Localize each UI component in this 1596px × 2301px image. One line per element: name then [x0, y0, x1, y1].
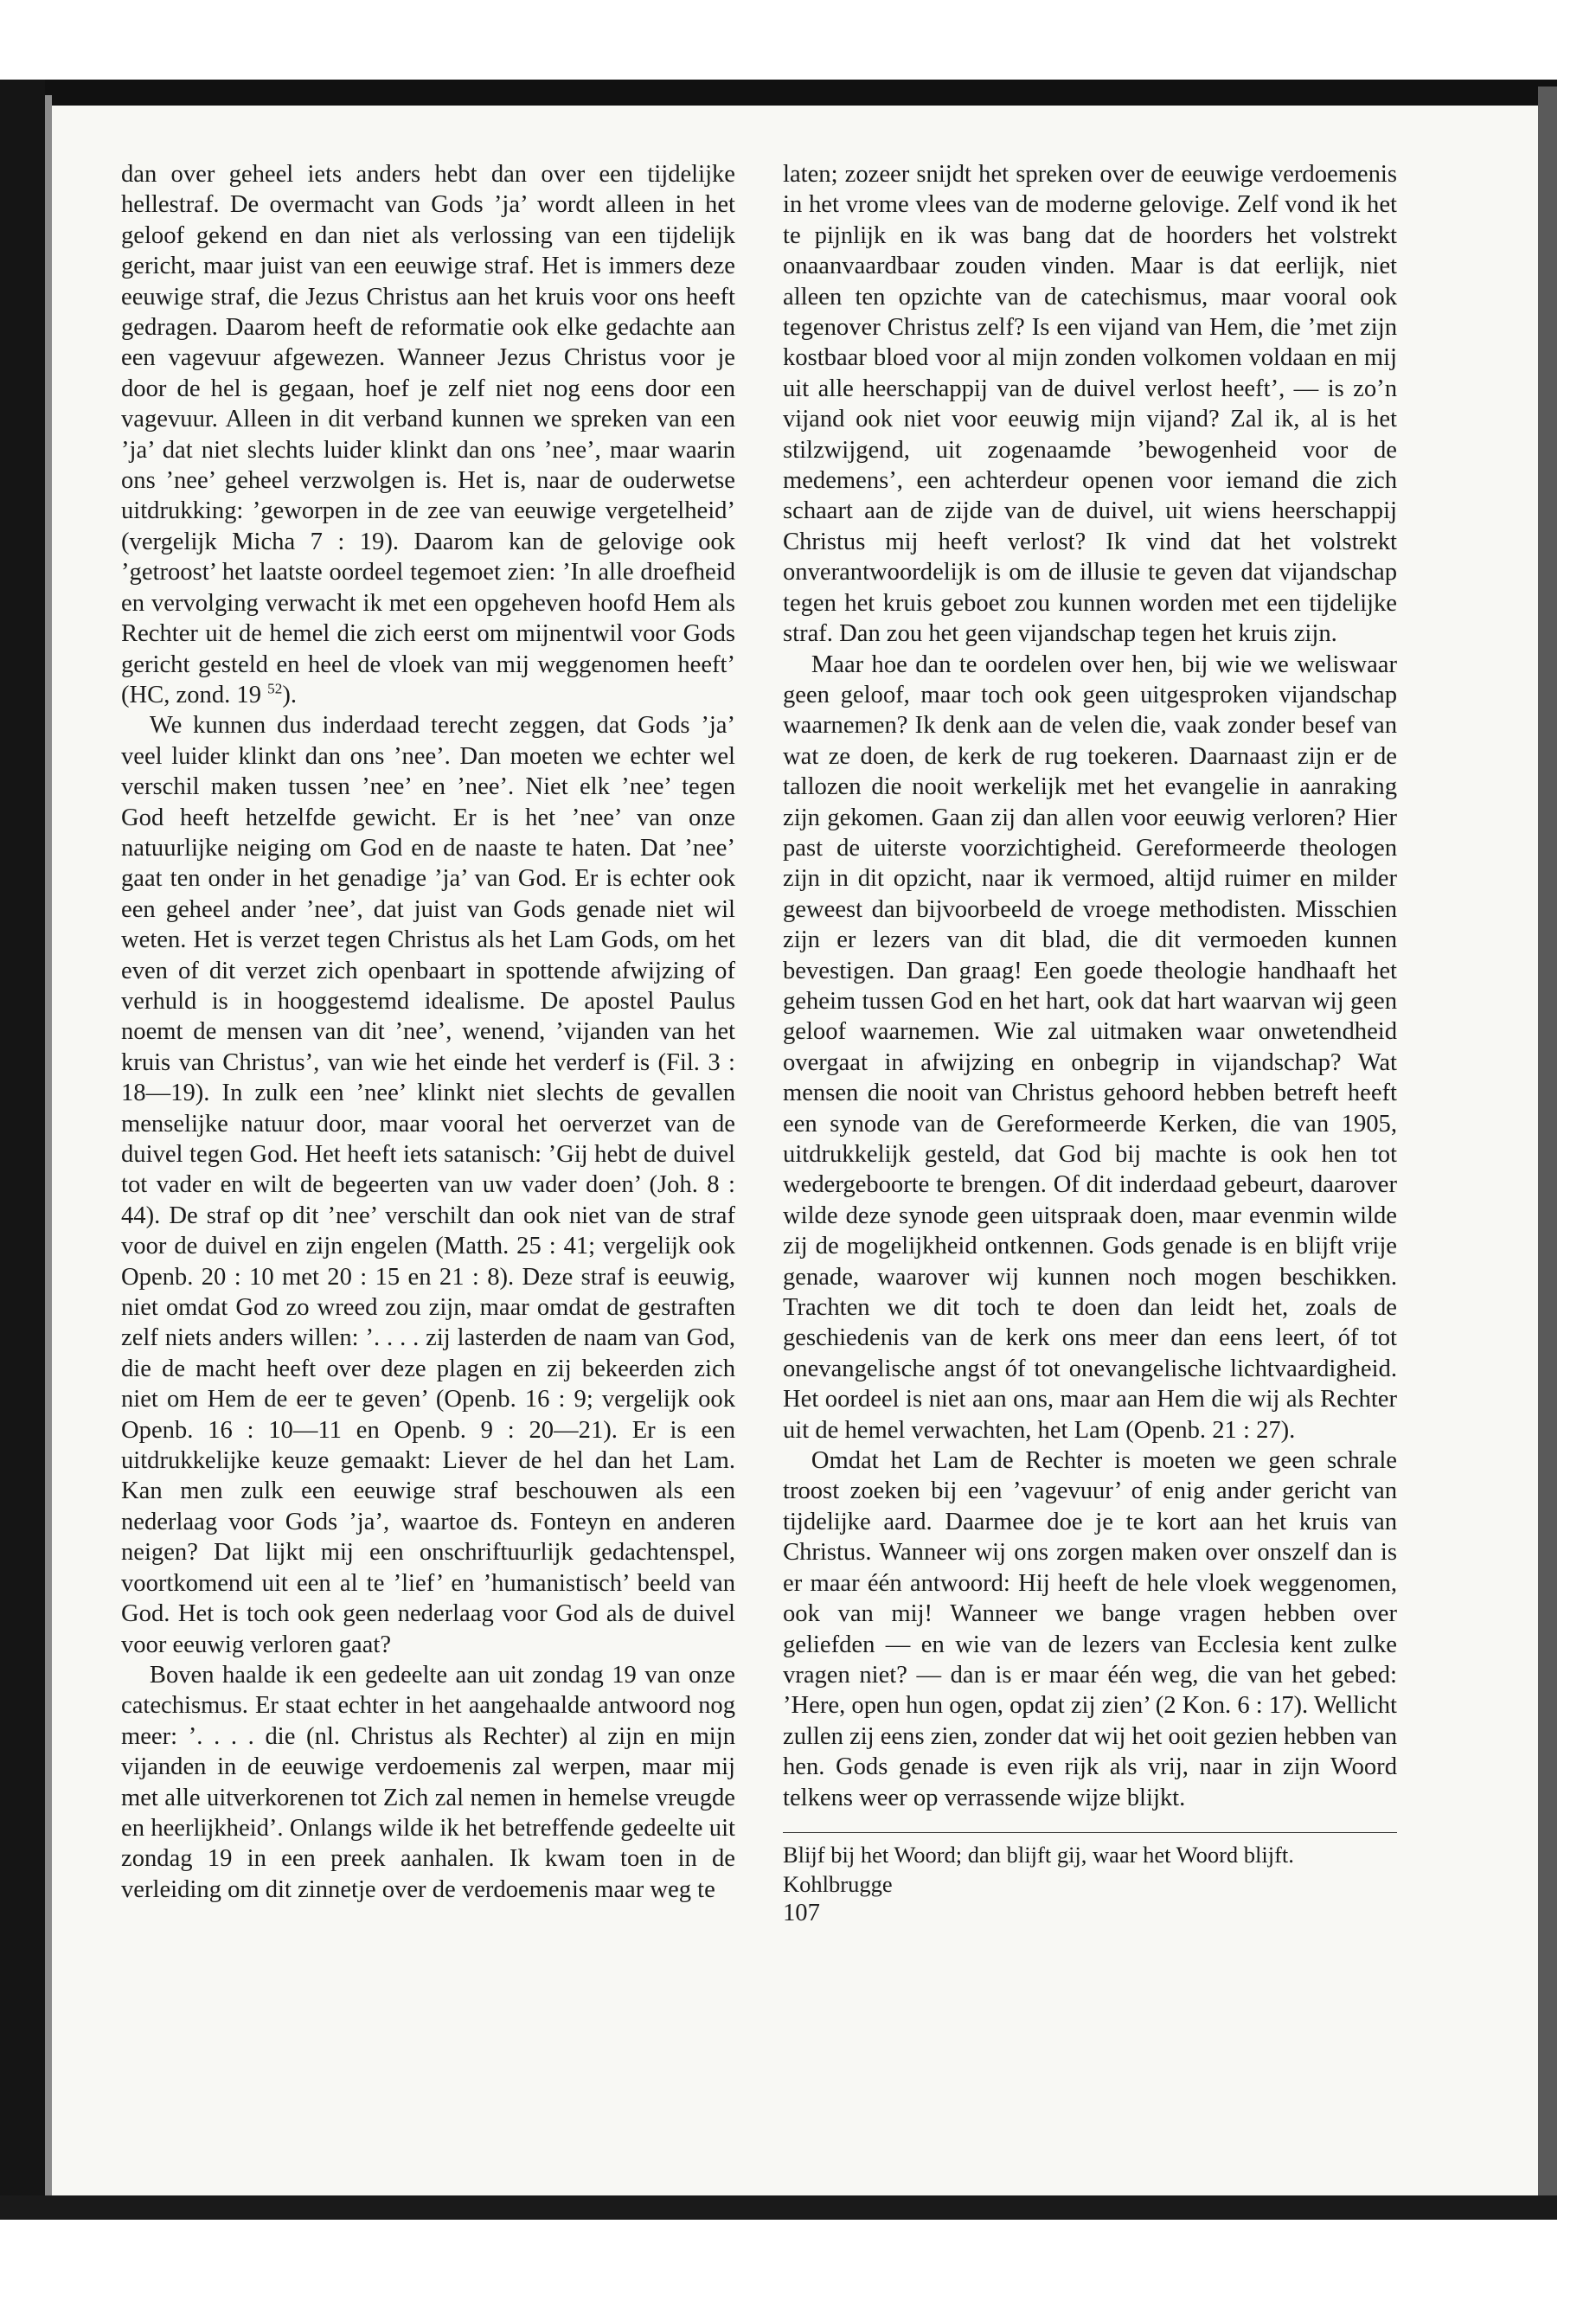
closing-quote: Blijf bij het Woord; dan blijft gij, waar het Woord blijft.	[783, 1841, 1294, 1868]
paragraph: We kunnen dus inderdaad terecht zeggen, dat Gods ’ja’ veel luider klinkt dan ons ’nee’. Dan moeten we echter wel verschil maken tussen ’nee’ en ’nee’. Niet elk ’nee’ tegen God heeft hetzelfde gewicht. Er is het ’nee’ van onze natuurlijke neiging om God en de naaste te haten. Dat ’nee’ gaat ten onder in het genadige ’ja’ van God. Er is echter ook een geheel ander ’nee’, dat juist van Gods genade niet wil weten. Het is verzet tegen Christus als het Lam Gods, om het even of dit verzet zich openbaart in spottende afwijzing of verhuld is in hooggestemd idealisme. De apostel Paulus noemt de mensen van dit ’nee’, wenend, ’vijanden van het kruis van Christus’, van wie het einde het verderf is (Fil. 3 : 18—19). In zulk een ’nee’ klinkt niet slechts de gevallen menselijke natuur door, maar vooral het oerverzet van de duivel tegen God. Het heeft iets satanisch: ’Gij hebt de duivel tot vader en wilt de begeerten van uw vader doen’ (Joh. 8 : 44). De straf op dit ’nee’ verschilt dan ook niet van de straf voor de duivel en zijn engelen (Matth. 25 : 41; vergelijk ook Openb. 20 : 10 met 20 : 15 en 21 : 8). Deze straf is eeuwig, niet omdat God zo wreed zou zijn, maar omdat de gestraften zelf niets anders willen: ’. . . . zij lasterden de naam van God, die de macht heeft over deze plagen en zij bekeerden zich niet om Hem de eer te geven’ (Openb. 16 : 9; vergelijk ook Openb. 16 : 10—11 en Openb. 9 : 20—21). Er is een uitdrukkelijke keuze gemaakt: Liever de hel dan het Lam. Kan men zulk een eeuwige straf beschouwen als een nederlaag voor Gods ’ja’, waartoe ds. Fonteyn en anderen neigen? Dat lijkt mij een onschriftuurlijk gedachtenspel, voortkomend uit een al te ’lief’ en ’humanistisch’ beeld van God. Het is toch ook geen nederlaag voor God als de duivel voor eeuwig verloren gaat?	[121, 712, 735, 1658]
page	[52, 106, 1538, 2195]
scan-border-bottom	[0, 2195, 1557, 2220]
scan-margin-right	[1557, 87, 1596, 2214]
book-edge-right	[1538, 87, 1557, 2197]
page-edge-left	[45, 95, 52, 2214]
paragraph: Boven haalde ik een gedeelte aan uit zondag 19 van onze catechismus. Er staat echter in het aangehaalde antwoord nog meer: ’. . . . die (nl. Christus als Rechter) al zijn en mijn vijanden in de eeuwige verdoemenis zal werpen, maar mij met alle uitverkorenen tot Zich zal nemen in hemelse vreugde en heerlijkheid’. Onlangs wilde ik het betreffende gedeelte uit zondag 19 in een preek aanhalen. Ik kwam toen in de verleiding om dit zinnetje over de verdoemenis maar weg te	[121, 1661, 735, 1903]
paragraph: Maar hoe dan te oordelen over hen, bij wie we weliswaar geen geloof, maar toch ook geen uitgesproken vijandschap waarnemen? Ik denk aan de velen die, vaak zonder besef van wat ze doen, de kerk de rug toekeren. Daarnaast zijn er de tallozen die nooit werkelijk met het evangelie in aanraking zijn gekomen. Gaan zij dan allen voor eeuwig verloren? Hier past de uiterste voorzichtigheid. Gereformeerde theologen zijn in dit opzicht, naar ik vermoed, altijd ruimer en milder geweest dan bijvoorbeeld de vroege methodisten. Misschien zijn er lezers van dit blad, die dit vermoeden kunnen bevestigen. Dan graag! Een goede theologie handhaaft het geheim tussen God en het hart, ook dat hart waarvan wij geen geloof waarnemen. Wie zal uitmaken waar onwetendheid overgaat in afwijzing en onbegrip in vijandschap? Wat mensen die nooit van Christus gehoord hebben betreft heeft een synode van de Gereformeerde Kerken, die van 1905, uitdrukkelijk gesteld, dat God bij machte is ook hen tot wedergeboorte te brengen. Of dit inderdaad gebeurt, daarover wilde deze synode geen uitspraak doen, maar evenmin wilde zij de mogelijkheid ontkennen. Gods genade is en blijft vrije genade, waarover wij kunnen noch mogen beschikken. Trachten we dit toch te doen dan leidt het, zoals de geschiedenis van de kerk ons meer dan eens leert, óf tot onevangelische angst óf tot onevangelische lichtvaardigheid. Het oordeel is niet aan ons, maar aan Hem die wij als Rechter uit de hemel verwachten, het Lam (Openb. 21 : 27).	[783, 651, 1397, 1444]
paragraph: Omdat het Lam de Rechter is moeten we geen schrale troost zoeken bij een ’vagevuur’ of enig ander gericht van tijdelijke aard. Daarmee doe je te kort aan het kruis van Christus. Wanneer wij ons zorgen maken over onszelf dan is er maar één antwoord: Hij heeft de hele vloek weggenomen, ook van mij! Wanneer we bange vragen hebben over geliefden — en wie van de lezers van Ecclesia kent zulke vragen niet? — dan is er maar één weg, die van het gebed: ’Here, open hun ogen, opdat zij zien’ (2 Kon. 6 : 17). Wellicht zullen zij eens zien, zonder dat wij het ooit gezien hebben van hen. Gods genade is even rijk als vrij, naar in zijn Woord telkens weer op verrassende wijze blijkt.	[783, 1447, 1397, 1811]
paragraph: laten; zozeer snijdt het spreken over de eeuwige verdoemenis in het vrome vlees van de moderne gelovige. Zelf vond ik het te pijnlijk en ik was bang dat de hoorders het volstrekt onaanvaardbaar zouden vinden. Maar is dat eerlijk, niet alleen ten opzichte van de catechismus, maar vooral ook tegenover Christus zelf? Is een vijand van Hem, die ’met zijn kostbaar bloed voor al mijn zonden volkomen voldaan en mij uit alle heerschappij van de duivel verlost heeft’, — is zo’n vijand ook niet voor eeuwig mijn vijand? Zal ik, al is het stilzwijgend, uit zogenaamde ’bewogenheid voor de medemens’, een achterdeur openen voor iemand die zich schaart aan de zijde van de duivel, uit wiens heerschappij Christus mij heeft verlost? Ik vind dat het volstrekt onverantwoordelijk is om de illusie te geven dat vijandschap tegen het kruis geboet zou kunnen worden met een tijdelijke straf. Dan zou het geen vijandschap tegen het kruis zijn.	[783, 161, 1397, 648]
paragraph-text: dan over geheel iets anders hebt dan over een tijdelijke hellestraf. De overmacht van Gods ’ja’ wordt alleen in het geloof gekend en dan niet als verlossing van een tijdelijk gericht, maar juist van een eeuwige straf. Het is immers deze eeuwige straf, die Jezus Christus aan het kruis voor ons heeft gedragen. Daarom heeft de reformatie ook elke gedachte aan een vagevuur afgewezen. Wanneer Jezus Christus voor je door de hel is gegaan, hoef je zelf niet nog eens door een vagevuur. Alleen in dit verband kunnen we spreken van een ’ja’ dat niet slechts luider klinkt dan ons ’nee’, maar waarin ons ’nee’ geheel verzwolgen is. Het is, naar de ouderwetse uitdrukking: ’geworpen in de zee van eeuwige vergetelheid’ (vergelijk Micha 7 : 19). Daarom kan de gelovige ook ’getroost’ het laatste oordeel tegemoet zien: ’In alle droefheid en vervolging verwacht ik met een opgeheven hoofd Hem als Rechter uit de hemel die zich eerst om mijnentwil voor Gods gericht gesteld en heel de vloek van mij weggenomen heeft’ (HC, zond. 19	[121, 161, 735, 708]
paragraph	[121, 159, 735, 710]
quote-attribution: Kohlbrugge	[783, 1870, 893, 1897]
right-column	[783, 159, 1397, 1928]
scan-border-left	[0, 80, 45, 2216]
footnote-marker: 52	[267, 680, 283, 697]
page-number: 107	[783, 1899, 820, 1926]
scan-margin-top	[0, 0, 1596, 80]
scan-border-top	[0, 80, 1557, 106]
paragraph-text-end: ).	[282, 681, 297, 708]
quote-divider	[783, 1832, 1397, 1833]
left-column	[121, 159, 735, 1905]
